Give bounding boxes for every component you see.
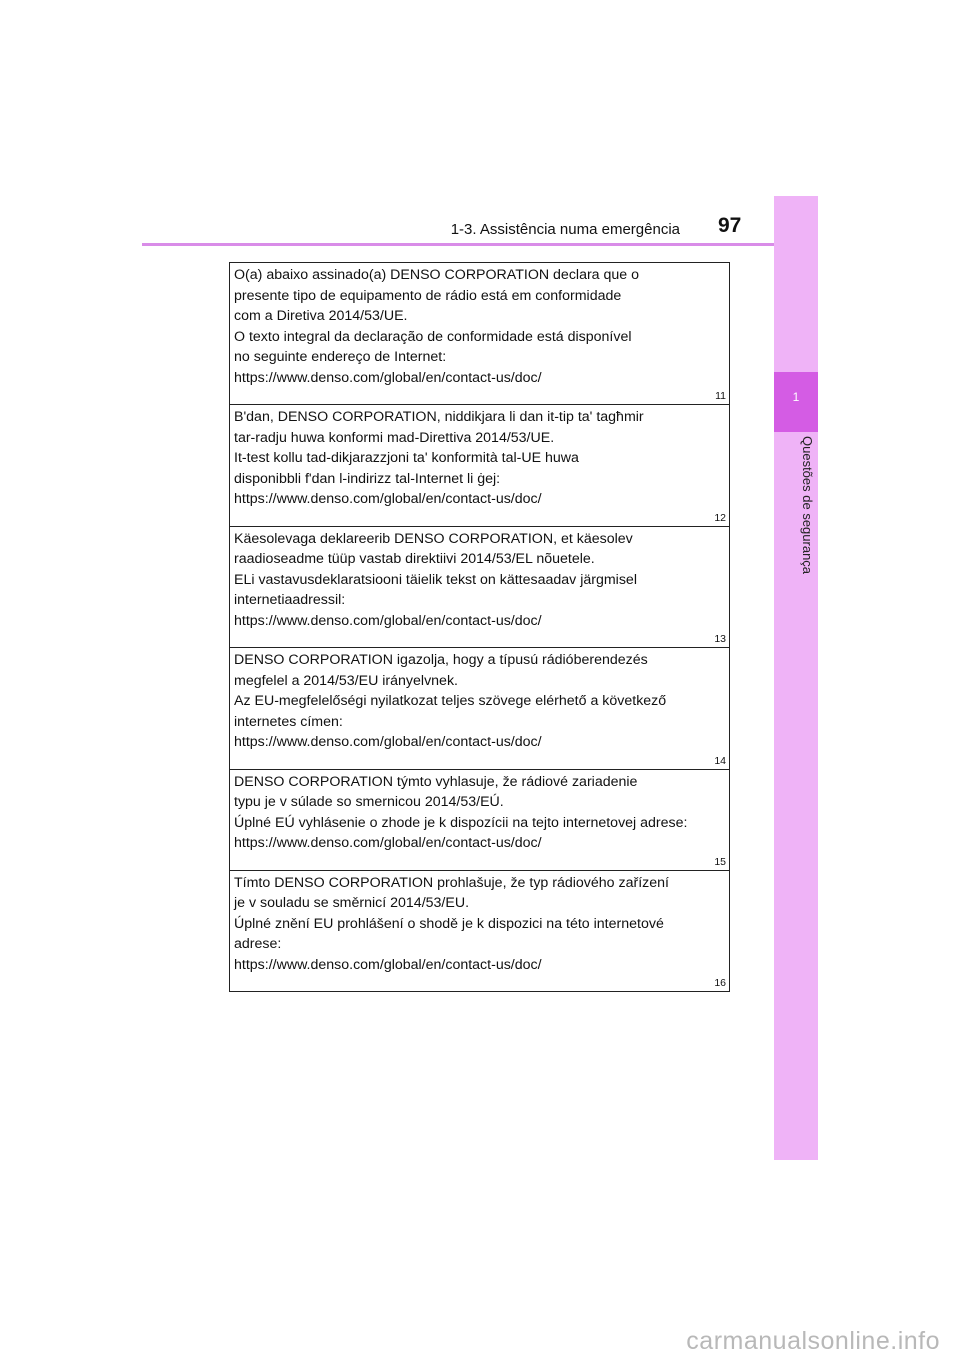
declaration-line: internetiaadressil: [234,592,346,608]
declaration-row [230,770,729,871]
declaration-line: tar-radju huwa konformi mad-Direttiva 2014/53/UE. [234,429,555,446]
header-divider [142,243,818,246]
page-number: 97 [718,214,742,237]
declaration-line: Käesolevaga deklareerib DENSO CORPORATION, et käesolev [234,530,633,547]
declaration-line: com a Diretiva 2014/53/UE. [234,308,408,324]
watermark: carmanualsonline.info [686,1327,940,1355]
declaration-line: DENSO CORPORATION týmto vyhlasuje, že rádiové zariadenie [234,773,638,790]
declaration-table [229,262,730,992]
chapter-number: 1 [792,390,800,404]
declaration-number: 15 [714,855,726,868]
declaration-number: 14 [714,754,726,767]
declaration-line: Úplné EÚ vyhlásenie o zhode je k dispozícii na tejto internetovej adrese: [234,814,688,831]
declaration-line: B'dan, DENSO CORPORATION, niddikjara li dan it-tip ta' tagħmir [234,409,644,425]
declaration-number: 11 [715,390,726,402]
declaration-line: DENSO CORPORATION igazolja, hogy a típusú rádióberendezés [234,652,648,668]
declaration-line: https://www.denso.com/global/en/contact-us/doc/ [234,734,542,750]
declaration-line: O(a) abaixo assinado(a) DENSO CORPORATION declara que o [234,267,640,283]
declaration-number: 16 [714,977,726,989]
declaration-line: Úplné znění EU prohlášení o shodě je k dispozici na této internetové [234,915,664,932]
declaration-line: disponibbli f'dan l-indirizz tal-Internet li ġej: [234,470,501,487]
declaration-line: https://www.denso.com/global/en/contact-us/doc/ [234,369,542,386]
declaration-line: https://www.denso.com/global/en/contact-us/doc/ [234,835,542,851]
declaration-row [230,648,729,770]
section-title: 1-3. Assistência numa emergência [450,221,680,238]
declaration-number: 12 [714,511,726,524]
declaration-number: 13 [714,633,726,645]
declaration-line: internetes címen: [234,713,343,730]
declaration-line: https://www.denso.com/global/en/contact-us/doc/ [234,491,542,507]
declaration-line: O texto integral da declaração de conformidade está disponível [234,328,632,345]
chapter-side-tab [774,196,818,1160]
declaration-line: adrese: [234,936,282,952]
declaration-row [230,871,729,992]
declaration-line: https://www.denso.com/global/en/contact-us/doc/ [234,956,542,973]
declaration-line: je v souladu se směrnicí 2014/53/EU. [234,895,470,911]
declaration-line: raadioseadme tüüp vastab direktiivi 2014/53/EL nõuetele. [234,551,595,567]
declaration-row [230,527,729,649]
declaration-line: Tímto DENSO CORPORATION prohlašuje, že typ rádiového zařízení [234,874,669,891]
declaration-line: Az EU-megfelelőségi nyilatkozat teljes szövege elérhető a következő [234,693,667,709]
chapter-label: Questões de segurança [800,436,815,575]
declaration-line: megfelel a 2014/53/EU irányelvnek. [234,672,458,689]
declaration-row [230,263,729,405]
declaration-line: no seguinte endereço de Internet: [234,349,447,365]
declaration-line: https://www.denso.com/global/en/contact-us/doc/ [234,612,542,629]
declaration-row [230,405,729,527]
declaration-line: It-test kollu tad-dikjarazzjoni ta' konformità tal-UE huwa [234,450,579,466]
declaration-line: ELi vastavusdeklaratsiooni täielik tekst on kättesaadav järgmisel [234,571,637,588]
declaration-line: presente tipo de equipamento de rádio está em conformidade [234,287,622,304]
declaration-line: typu je v súlade so smernicou 2014/53/EÚ. [234,794,504,810]
